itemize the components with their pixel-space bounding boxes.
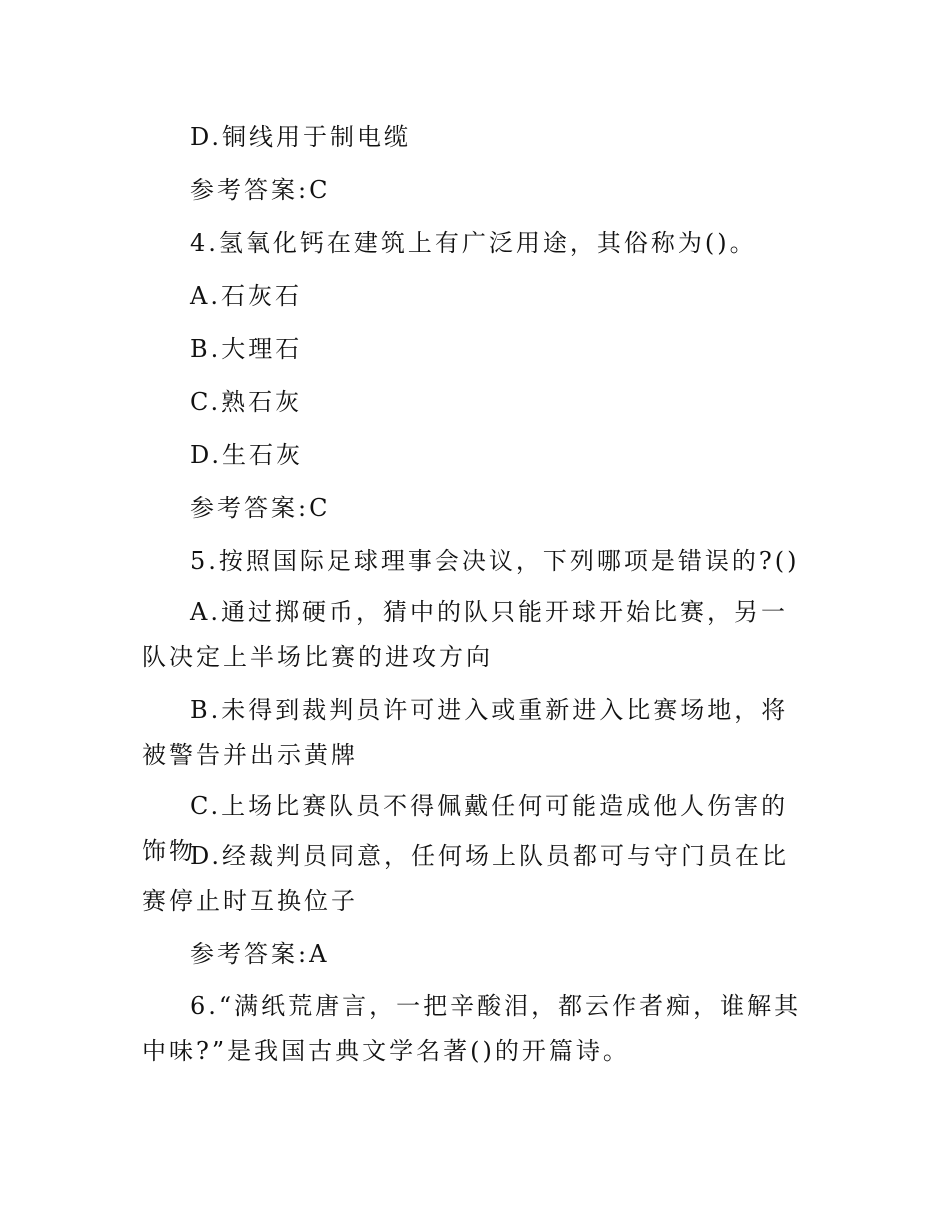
option-a-q4: A.石灰石 [190, 282, 302, 310]
question-4: 4.氢氧化钙在建筑上有广泛用途，其俗称为()。 [190, 229, 757, 257]
answer-q3: 参考答案:C [190, 176, 331, 204]
option-d-q5: D.经裁判员同意，任何场上队员都可与守门员在比赛停止时互换位子 [142, 842, 790, 915]
option-b-q4: B.大理石 [190, 335, 303, 363]
answer-q4: 参考答案:C [190, 494, 331, 522]
option-c-q4: C.熟石灰 [190, 388, 303, 416]
option-a-q5: A.通过掷硬币，猜中的队只能开球开始比赛，另一队决定上半场比赛的进攻方向 [142, 598, 788, 671]
option-d-q3: D.铜线用于制电缆 [190, 123, 412, 151]
option-c-q5: C.上场比赛队员不得佩戴任何可能造成他人伤害的饰物 [142, 792, 789, 865]
option-b-q5: B.未得到裁判员许可进入或重新进入比赛场地，将被警告并出示黄牌 [142, 696, 789, 769]
question-6: 6.“满纸荒唐言，一把辛酸泪，都云作者痴，谁解其中味?”是我国古典文学名著()的开篇诗。 [142, 992, 802, 1065]
question-5: 5.按照国际足球理事会决议，下列哪项是错误的?() [190, 547, 800, 575]
answer-q5: 参考答案:A [190, 940, 330, 968]
option-d-q4: D.生石灰 [190, 441, 304, 469]
